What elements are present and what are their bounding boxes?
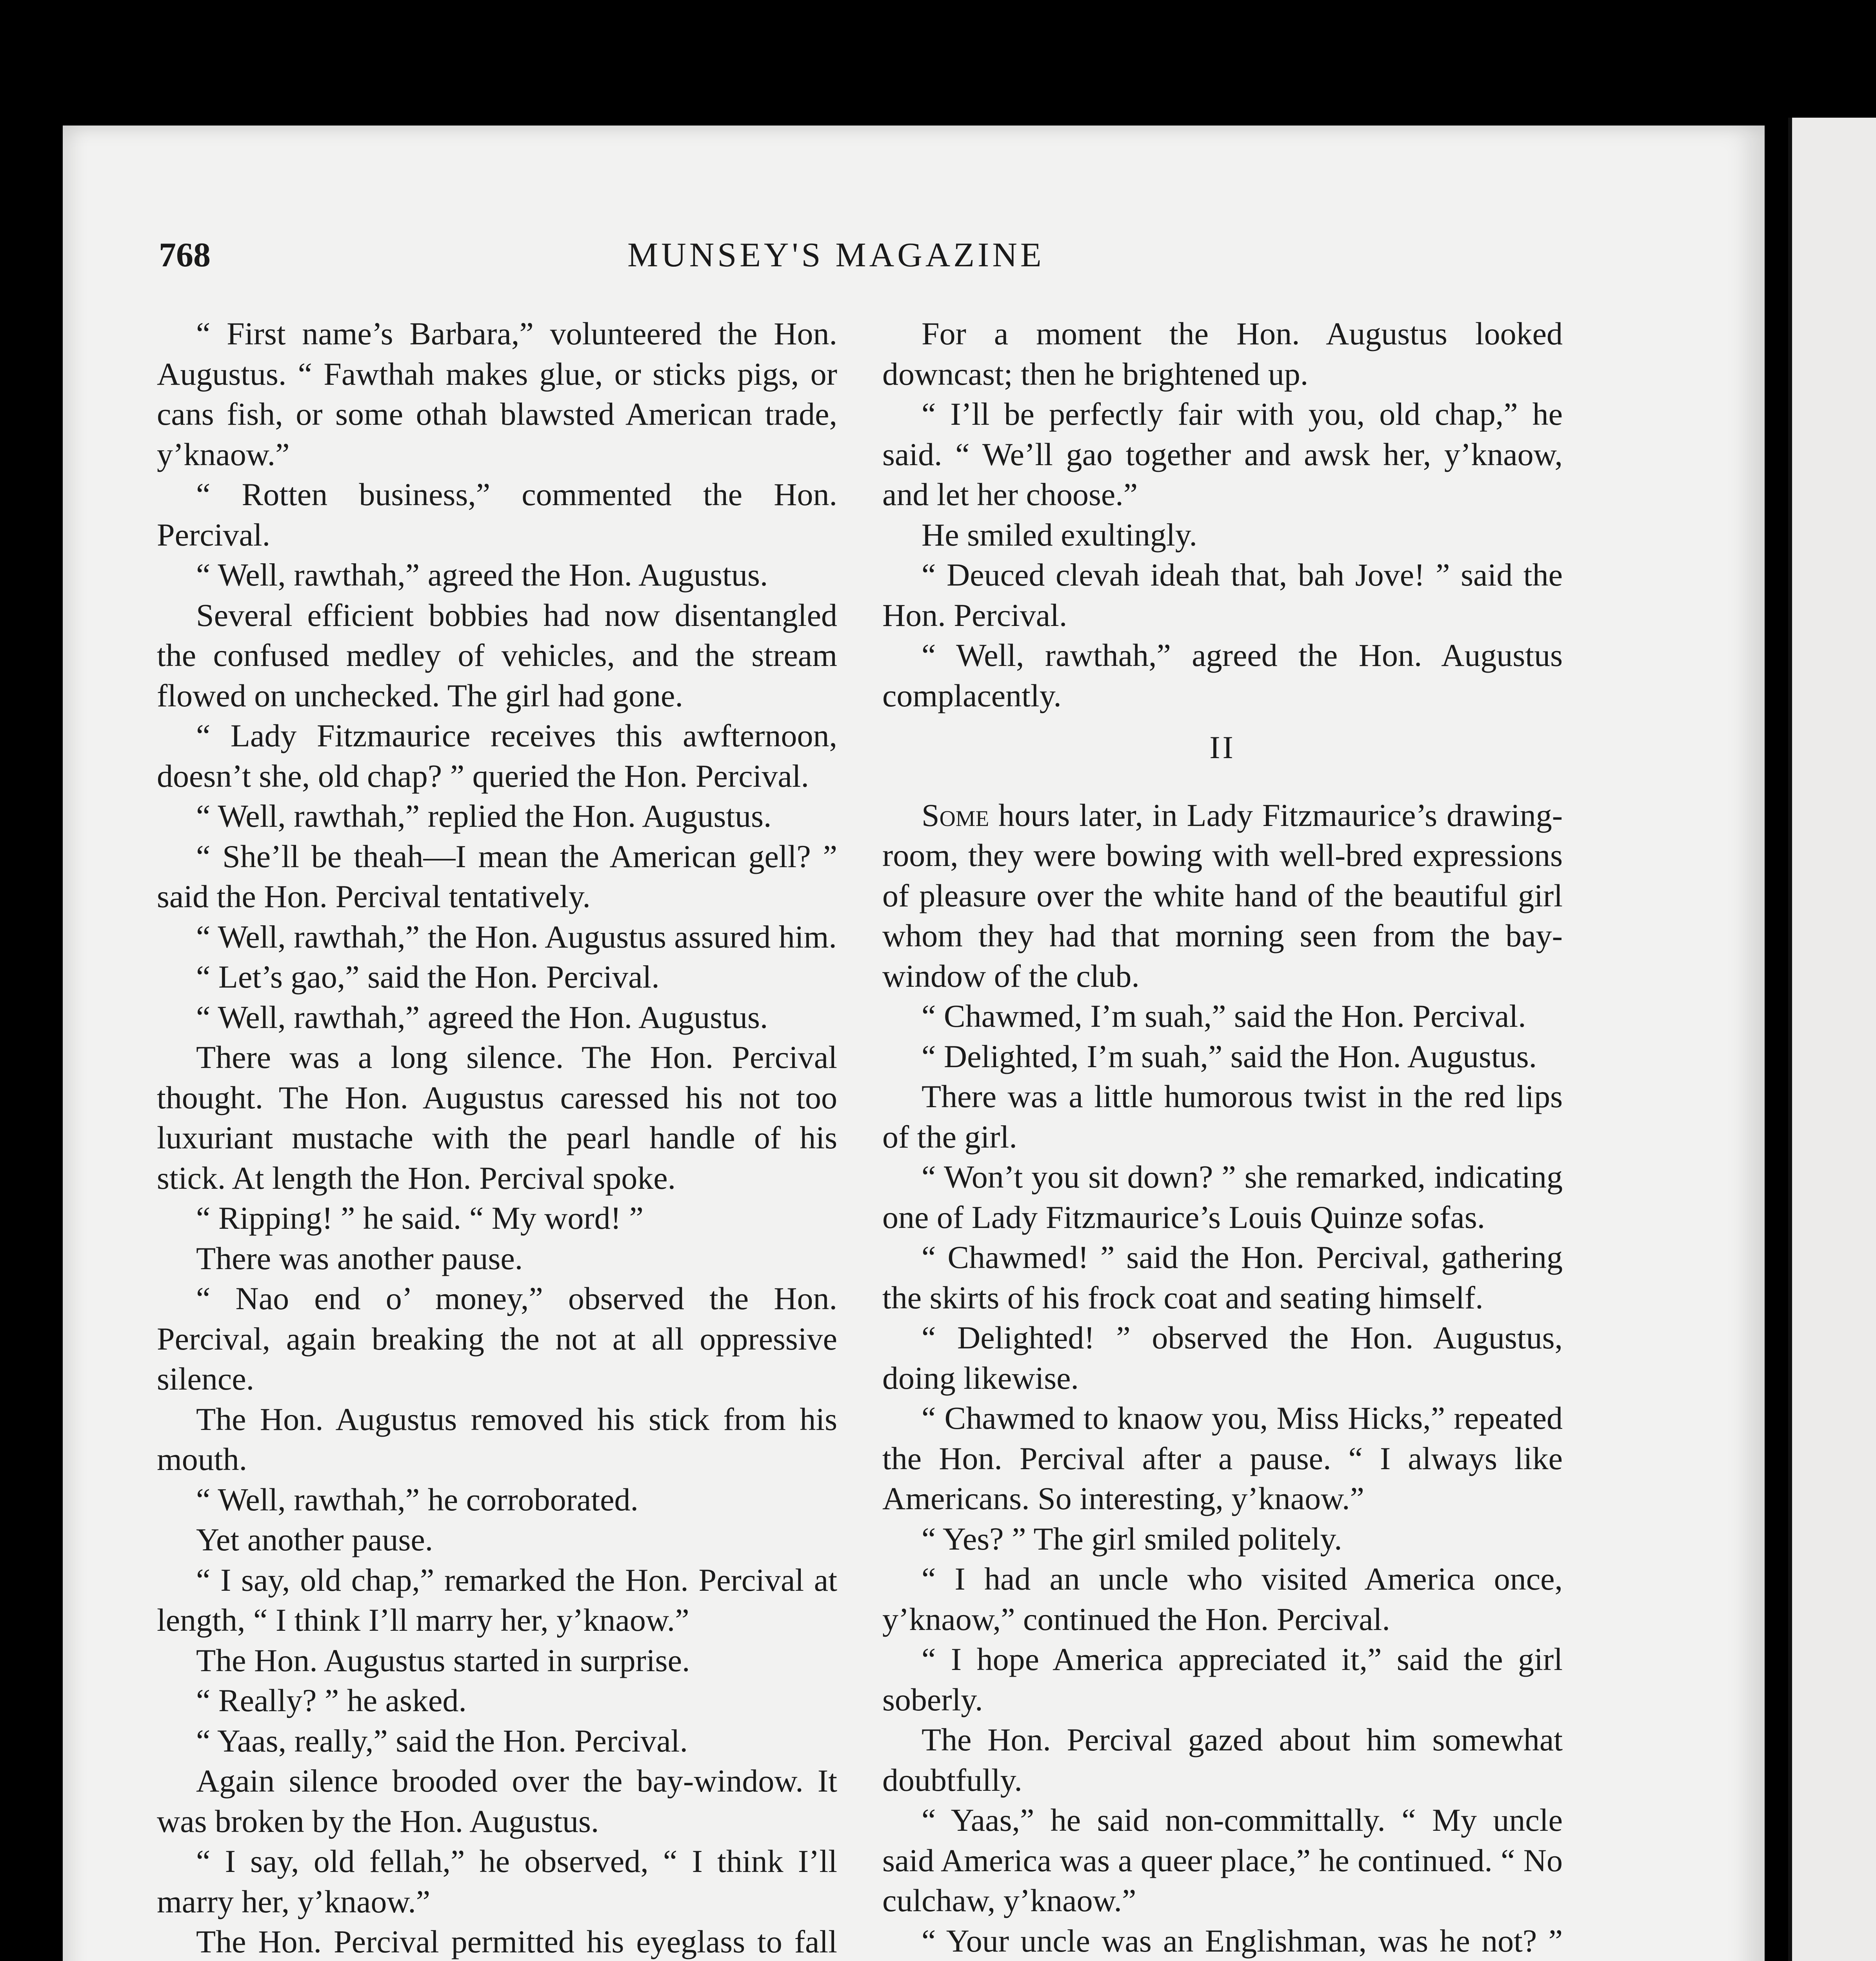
paragraph: “ Yes? ” The girl smiled politely. [922, 1521, 1342, 1557]
paragraph: Again silence brooded over the bay-window. It was broken by the Hon. Augustus. [157, 1763, 837, 1839]
paragraph: “ Rotten business,” commented the Hon. Percival. [157, 477, 837, 553]
paragraph: “ Chawmed! ” said the Hon. Percival, gathering the skirts of his frock coat and seating himself. [882, 1239, 1563, 1315]
paragraph: “ She’ll be theah—I mean the American gell? ” said the Hon. Percival tentatively. [157, 838, 837, 914]
paragraph: “ Ripping! ” he said. “ My word! ” [196, 1200, 644, 1236]
paragraph: Yet another pause. [196, 1522, 433, 1557]
paragraph: “ I hope America appreciated it,” said the girl soberly. [882, 1641, 1563, 1717]
paragraph: “ Chawmed, I’m suah,” said the Hon. Percival. [922, 998, 1526, 1034]
page-header [159, 235, 1555, 282]
paragraph [882, 795, 1563, 997]
paragraph: He smiled exultingly. [922, 517, 1197, 553]
paragraph: “ Let’s gao,” said the Hon. Percival. [196, 959, 660, 995]
paragraph: The Hon. Augustus started in surprise. [196, 1642, 690, 1678]
paragraph: “ Lady Fitzmaurice receives this awfternoon, doesn’t she, old chap? ” queried the Hon. Percival. [157, 718, 837, 794]
paragraph: “ Your uncle was an Englishman, was he not? ” [922, 1923, 1563, 1959]
paragraph: “ Really? ” he asked. [196, 1683, 467, 1718]
paragraph: “ Deuced clevah ideah that, bah Jove! ” said the Hon. Percival. [882, 557, 1563, 633]
page-number: 768 [159, 236, 211, 274]
paragraph: “ Well, rawthah,” agreed the Hon. Augustus complacently. [882, 637, 1563, 713]
paragraph: “ I’ll be perfectly fair with you, old chap,” he said. “ We’ll gao together and awsk her, y’knaow, and let her choose.” [882, 396, 1563, 512]
right-column [882, 314, 1563, 1961]
facing-page-edge [1788, 118, 1876, 1961]
paragraph: For a moment the Hon. Augustus looked downcast; then he brightened up. [882, 316, 1563, 392]
opening-word: Some [922, 797, 989, 833]
paragraph: “ Yaas, really,” said the Hon. Percival. [196, 1723, 688, 1759]
paragraph: “ Well, rawthah,” replied the Hon. Augustus. [196, 798, 772, 834]
paragraph: “ Delighted! ” observed the Hon. Augustus, doing likewise. [882, 1320, 1563, 1396]
paragraph: “ First name’s Barbara,” volunteered the Hon. Augustus. “ Fawthah makes glue, or sticks pigs, or cans fish, or some othah blawsted American trade, y’knaow.” [157, 316, 837, 472]
paragraph: “ Nao end o’ money,” observed the Hon. Percival, again breaking the not at all oppressive silence. [157, 1281, 837, 1397]
paragraph: “ I had an uncle who visited America once, y’knaow,” continued the Hon. Percival. [882, 1561, 1563, 1637]
paragraph: “ I say, old fellah,” he observed, “ I think I’ll marry her, y’knaow.” [157, 1843, 837, 1919]
paragraph: There was a long silence. The Hon. Percival thought. The Hon. Augustus caressed his not too luxuriant mustache with the pearl handle of his stick. At length the Hon. Percival spoke. [157, 1039, 837, 1196]
paragraph: “ I say, old chap,” remarked the Hon. Percival at length, “ I think I’ll marry her, y’knaow.” [157, 1562, 837, 1638]
paragraph: “ Well, rawthah,” the Hon. Augustus assured him. [196, 919, 837, 955]
running-head: MUNSEY'S MAGAZINE [627, 236, 1045, 274]
paragraph: “ Won’t you sit down? ” she remarked, indicating one of Lady Fitzmaurice’s Louis Quinze sofas. [882, 1159, 1563, 1235]
paragraph: There was another pause. [196, 1240, 523, 1276]
paragraph: Several efficient bobbies had now disentangled the confused medley of vehicles, and the stream flowed on unchecked. The girl had gone. [157, 597, 837, 713]
paragraph: The Hon. Augustus removed his stick from his mouth. [157, 1401, 837, 1477]
paragraph: “ Chawmed to knaow you, Miss Hicks,” repeated the Hon. Percival after a pause. “ I always like Americans. So interesting, y’knaow.” [882, 1400, 1563, 1516]
paragraph: The Hon. Percival gazed about him somewhat doubtfully. [882, 1722, 1563, 1798]
section-number: II [1209, 729, 1236, 765]
paragraph: “ Well, rawthah,” he corroborated. [196, 1481, 638, 1517]
paragraph: The Hon. Percival permitted his eyeglass to fall [196, 1924, 837, 1959]
paragraph: There was a little humorous twist in the red lips of the girl. [882, 1079, 1563, 1155]
paragraph-text: hours later, in Lady Fitzmaurice’s drawing-room, they were bowing with well-bred expressions of pleasure over the white hand of the beautiful girl whom they had that morning seen from the bay-window of the club. [882, 797, 1563, 994]
paragraph: “ Yaas,” he said non-committally. “ My uncle said America was a queer place,” he continued. “ No culchaw, y’knaow.” [882, 1802, 1563, 1918]
paragraph: “ Well, rawthah,” agreed the Hon. Augustus. [196, 557, 768, 593]
paragraph: “ Delighted, I’m suah,” said the Hon. Augustus. [922, 1038, 1537, 1074]
paragraph: “ Well, rawthah,” agreed the Hon. Augustus. [196, 999, 768, 1035]
left-column [157, 314, 837, 1961]
